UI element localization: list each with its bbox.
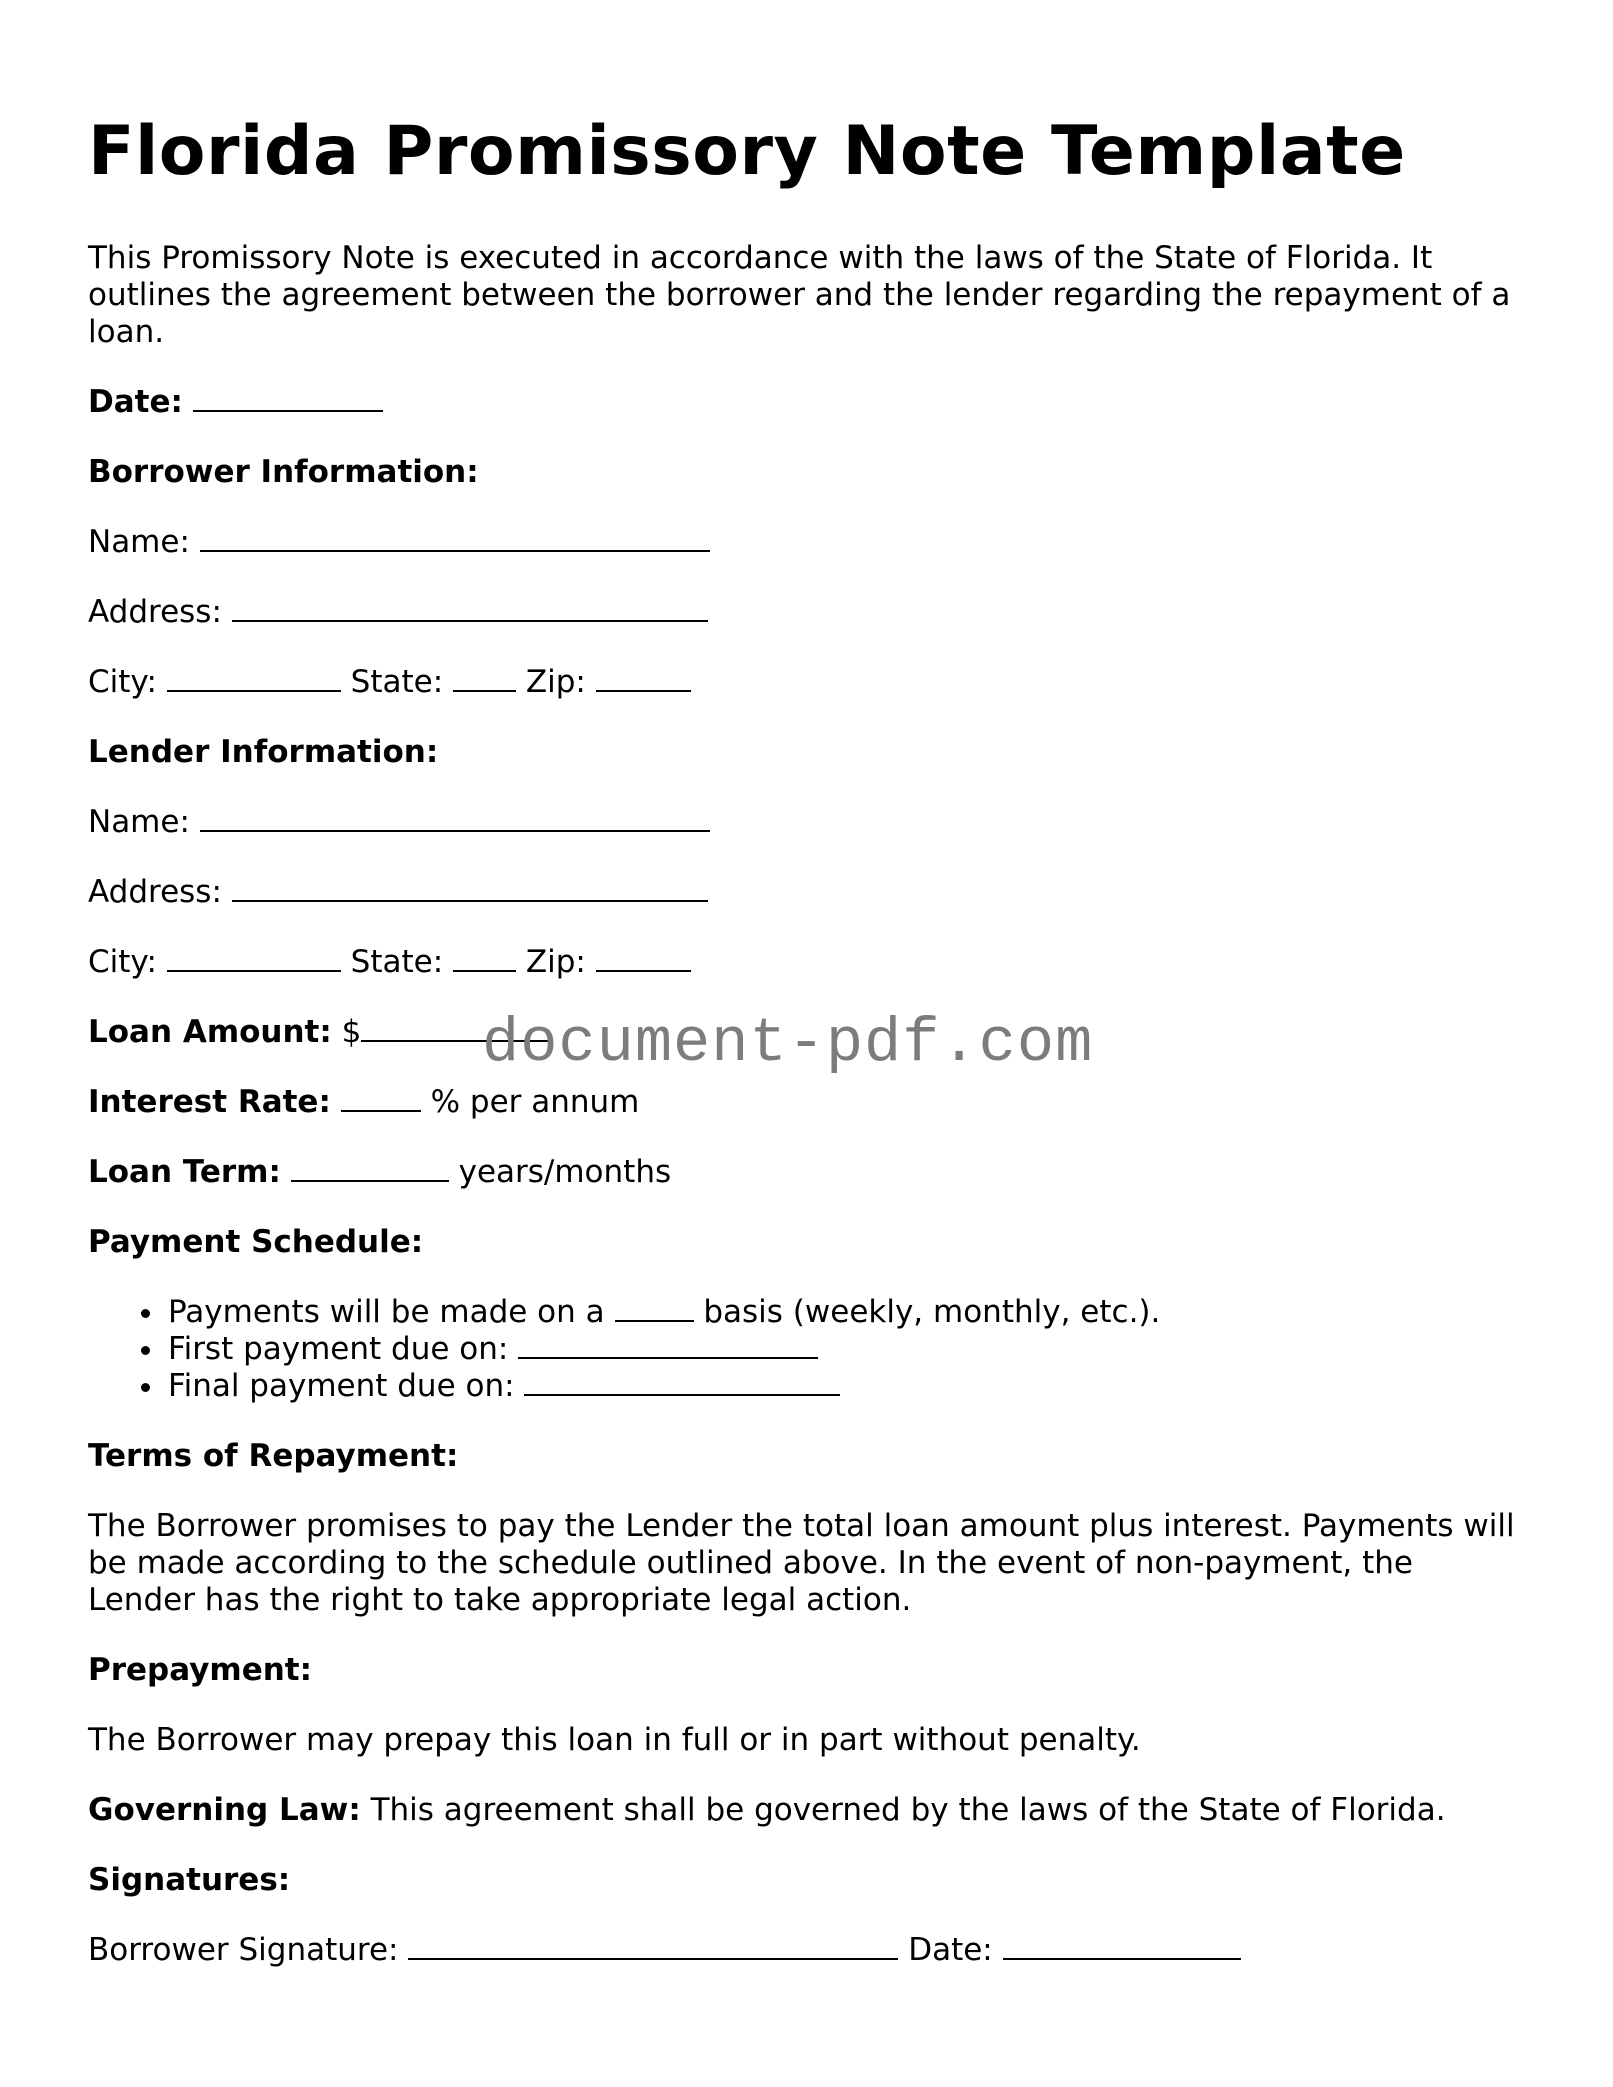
payment-basis-blank[interactable]: [615, 1294, 694, 1322]
borrower-zip-blank[interactable]: [596, 664, 691, 692]
loan-amount-prefix: $: [341, 1014, 362, 1050]
borrower-heading-text: Borrower Information:: [88, 454, 479, 490]
final-payment-blank[interactable]: [524, 1368, 840, 1396]
loan-term-suffix: years/months: [458, 1154, 672, 1190]
lender-zip-blank[interactable]: [596, 944, 691, 972]
prepayment-heading: [88, 1652, 1528, 1689]
lender-heading: [88, 734, 1528, 771]
intro-paragraph: This Promissory Note is executed in accordance with the laws of the State of Florida. It outlines the agreement between the borrower and the lender regarding the repayment of a loan.: [88, 240, 1511, 350]
borrower-state-label: State:: [350, 664, 444, 700]
date-label: Date:: [88, 384, 183, 420]
payment-basis-before: Payments will be made on a: [168, 1294, 605, 1330]
payment-schedule-list: [88, 1294, 1528, 1405]
prepayment-paragraph: The Borrower may prepay this loan in full or in part without penalty.: [88, 1722, 1141, 1758]
borrower-signature-line: [88, 1932, 1528, 1969]
signature-date-label: Date:: [908, 1932, 993, 1968]
borrower-heading: [88, 454, 1528, 491]
list-item: [166, 1331, 1528, 1368]
borrower-address-label: Address:: [88, 594, 222, 630]
lender-name-label: Name:: [88, 804, 190, 840]
lender-address-blank[interactable]: [232, 874, 708, 902]
borrower-city-label: City:: [88, 664, 157, 700]
borrower-state-blank[interactable]: [453, 664, 516, 692]
borrower-name-label: Name:: [88, 524, 190, 560]
terms-paragraph: The Borrower promises to pay the Lender the total loan amount plus interest. Payments will be made according to the schedule outlined above. In the event of non-payment, the Lender has the right to take appropriate legal action.: [88, 1508, 1515, 1618]
first-payment-label: First payment due on:: [168, 1331, 509, 1367]
signatures-heading: [88, 1862, 1528, 1899]
interest-rate-blank[interactable]: [341, 1084, 421, 1112]
watermark-text: document-pdf.com: [482, 1008, 1094, 1079]
lender-name-blank[interactable]: [200, 804, 710, 832]
loan-amount-label: Loan Amount:: [88, 1014, 332, 1050]
borrower-signature-label: Borrower Signature:: [88, 1932, 399, 1968]
date-line: [88, 384, 1528, 421]
borrower-address-line: [88, 594, 1528, 631]
terms-heading: [88, 1438, 1528, 1475]
lender-city-blank[interactable]: [167, 944, 341, 972]
borrower-name-line: [88, 524, 1528, 561]
lender-name-line: [88, 804, 1528, 841]
governing-law-text: This agreement shall be governed by the laws of the State of Florida.: [370, 1792, 1446, 1828]
signatures-heading-text: Signatures:: [88, 1862, 291, 1898]
borrower-city-line: [88, 664, 1528, 701]
date-blank[interactable]: [193, 384, 383, 412]
interest-rate-suffix: % per annum: [430, 1084, 640, 1120]
interest-rate-label: Interest Rate:: [88, 1084, 331, 1120]
borrower-name-blank[interactable]: [200, 524, 710, 552]
governing-law-line: [88, 1792, 1528, 1829]
terms-heading-text: Terms of Repayment:: [88, 1438, 459, 1474]
loan-term-blank[interactable]: [291, 1154, 449, 1182]
lender-address-line: [88, 874, 1528, 911]
document-title: Florida Promissory Note Template: [88, 112, 1406, 191]
borrower-address-blank[interactable]: [232, 594, 708, 622]
payment-schedule-heading-text: Payment Schedule:: [88, 1224, 424, 1260]
final-payment-label: Final payment due on:: [168, 1368, 515, 1404]
borrower-city-blank[interactable]: [167, 664, 341, 692]
lender-city-label: City:: [88, 944, 157, 980]
borrower-signature-blank[interactable]: [408, 1932, 898, 1960]
signature-date-blank[interactable]: [1003, 1932, 1241, 1960]
payment-basis-after: basis (weekly, monthly, etc.).: [703, 1294, 1161, 1330]
payment-schedule-heading: [88, 1224, 1528, 1261]
lender-state-label: State:: [350, 944, 444, 980]
lender-address-label: Address:: [88, 874, 222, 910]
loan-term-label: Loan Term:: [88, 1154, 281, 1190]
list-item: [166, 1294, 1528, 1331]
lender-city-line: [88, 944, 1528, 981]
first-payment-blank[interactable]: [518, 1331, 818, 1359]
loan-term-line: [88, 1154, 1528, 1191]
governing-law-label: Governing Law:: [88, 1792, 361, 1828]
list-item: [166, 1368, 1528, 1405]
borrower-zip-label: Zip:: [525, 664, 586, 700]
prepayment-heading-text: Prepayment:: [88, 1652, 313, 1688]
lender-heading-text: Lender Information:: [88, 734, 439, 770]
lender-zip-label: Zip:: [525, 944, 586, 980]
lender-state-blank[interactable]: [453, 944, 516, 972]
interest-rate-line: [88, 1084, 1528, 1121]
